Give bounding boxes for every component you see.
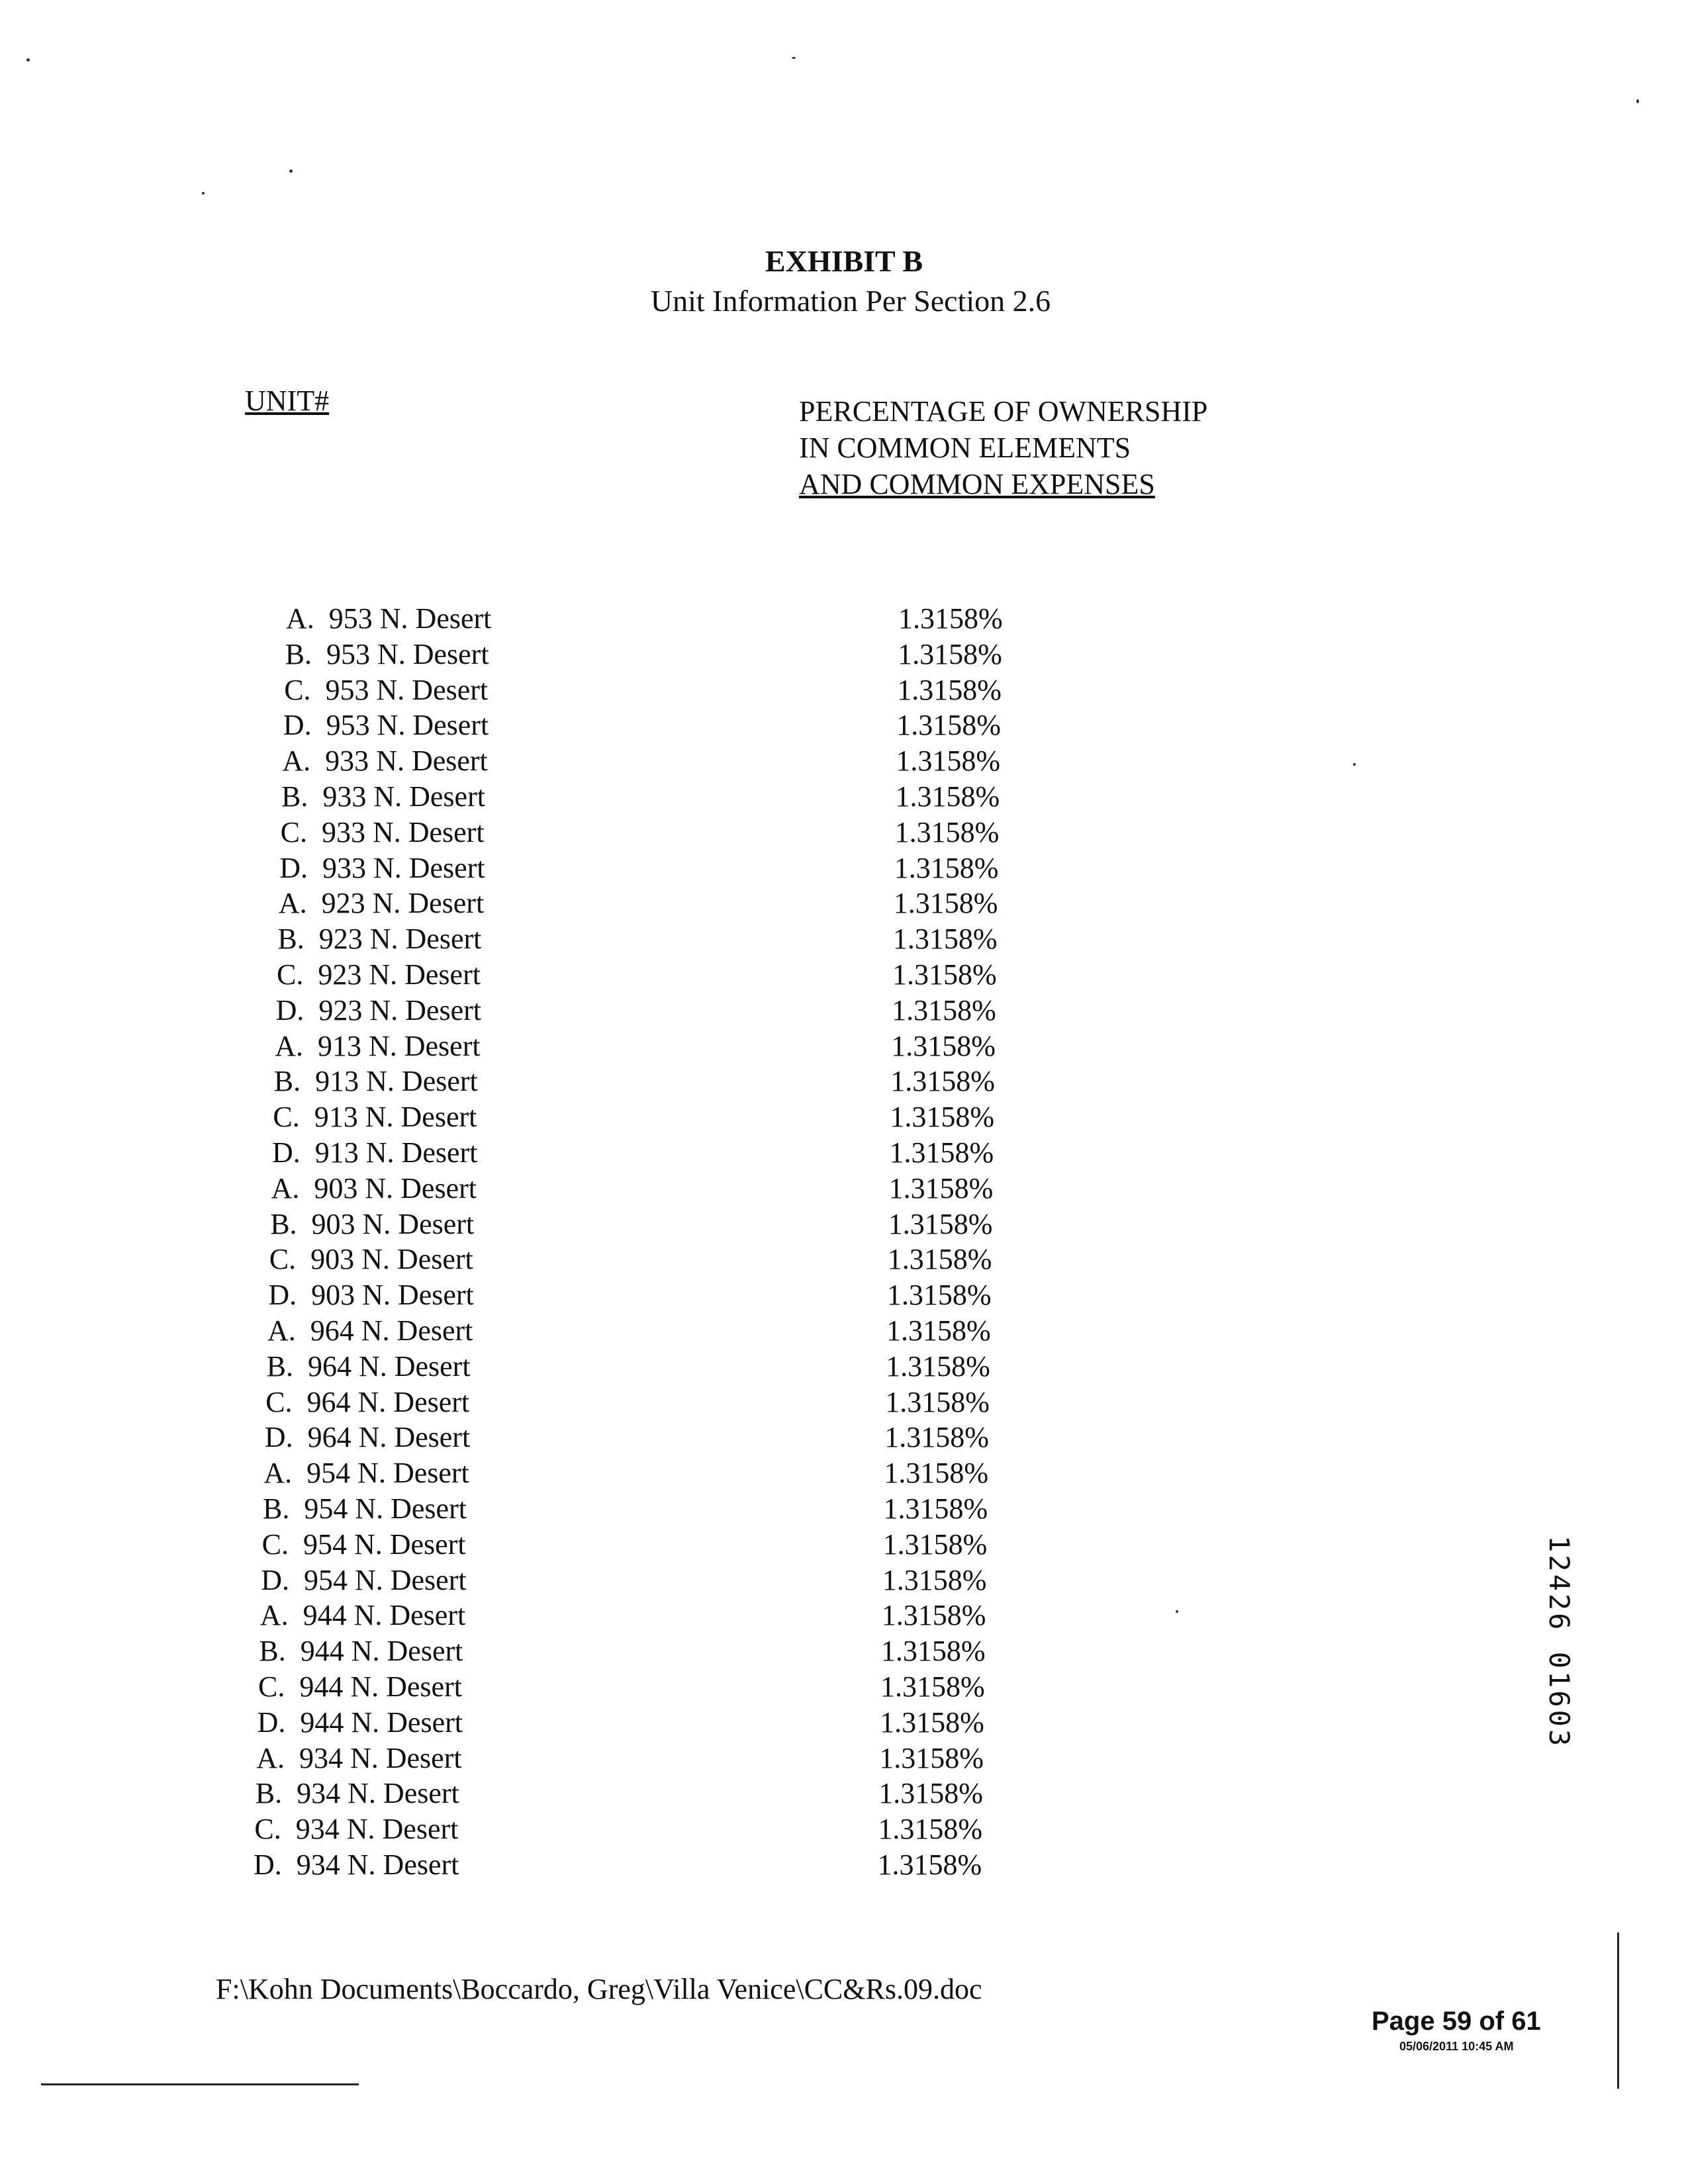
table-row — [0, 1741, 1688, 1776]
scan-speck — [289, 169, 293, 173]
ownership-percentage: 1.3158% — [888, 1171, 994, 1205]
unit-column-header: UNIT# — [245, 385, 330, 417]
unit-address: C. 913 N. Desert — [273, 1101, 477, 1134]
table-row — [0, 921, 1688, 957]
ownership-percentage: 1.3158% — [880, 1670, 985, 1703]
table-row — [0, 1277, 1688, 1313]
table-row — [0, 1527, 1688, 1563]
unit-address: C. 934 N. Desert — [254, 1813, 459, 1846]
percentage-column-header — [799, 393, 1207, 502]
scan-speck — [1353, 763, 1356, 766]
table-row — [0, 1242, 1688, 1277]
ownership-percentage: 1.3158% — [893, 887, 998, 920]
unit-address: C. 964 N. Desert — [265, 1385, 470, 1418]
percentage-header-line1: PERCENTAGE OF OWNERSHIP — [799, 395, 1208, 428]
unit-address: A. 964 N. Desert — [267, 1314, 473, 1347]
percentage-header-line3: AND COMMON EXPENSES — [799, 468, 1155, 500]
unit-address: D. 933 N. Desert — [279, 851, 485, 884]
table-row — [0, 1206, 1688, 1242]
table-row — [0, 886, 1688, 921]
table-row — [0, 1349, 1688, 1385]
unit-address: B. 933 N. Desert — [281, 780, 485, 813]
table-row — [0, 1811, 1688, 1847]
unit-address: A. 934 N. Desert — [256, 1741, 462, 1774]
unit-address: B. 944 N. Desert — [259, 1635, 463, 1668]
unit-address: C. 933 N. Desert — [280, 815, 485, 848]
unit-address: C. 944 N. Desert — [258, 1670, 462, 1703]
table-row — [0, 1385, 1688, 1420]
ownership-percentage: 1.3158% — [891, 1029, 996, 1062]
unit-address: B. 903 N. Desert — [270, 1207, 475, 1240]
ownership-percentage: 1.3158% — [892, 993, 996, 1026]
unit-address: D. 903 N. Desert — [268, 1279, 474, 1312]
recording-stamp — [1542, 1535, 1582, 1853]
footer-file-path: F:\Kohn Documents\Boccardo, Greg\Villa Venice\CC&Rs.09.doc — [216, 1973, 982, 2005]
table-row — [0, 1171, 1688, 1206]
table-row — [0, 707, 1688, 743]
ownership-percentage: 1.3158% — [894, 851, 999, 884]
ownership-percentage: 1.3158% — [879, 1741, 984, 1774]
unit-address: C. 953 N. Desert — [284, 673, 489, 706]
table-row — [0, 957, 1688, 993]
page-number: Page 59 of 61 — [1372, 2007, 1541, 2036]
unit-address: C. 903 N. Desert — [269, 1243, 473, 1276]
unit-address: B. 913 N. Desert — [273, 1065, 478, 1098]
table-row — [0, 637, 1688, 672]
ownership-percentage: 1.3158% — [881, 1599, 986, 1632]
ownership-percentage: 1.3158% — [878, 1777, 983, 1810]
exhibit-title: EXHIBIT B — [765, 244, 923, 278]
table-row — [0, 743, 1688, 779]
unit-address: D. 954 N. Desert — [261, 1563, 467, 1596]
ownership-percentage: 1.3158% — [885, 1385, 990, 1418]
table-row — [0, 1455, 1688, 1491]
right-rule — [1617, 1933, 1619, 2089]
table-row — [0, 993, 1688, 1028]
unit-address: D. 923 N. Desert — [275, 993, 481, 1026]
unit-address: D. 953 N. Desert — [283, 709, 489, 742]
print-timestamp: 05/06/2011 10:45 AM — [1399, 2040, 1514, 2053]
ownership-percentage: 1.3158% — [884, 1457, 989, 1490]
unit-address: A. 923 N. Desert — [278, 887, 485, 920]
table-row — [0, 1669, 1688, 1705]
exhibit-subtitle: Unit Information Per Section 2.6 — [650, 284, 1051, 318]
ownership-percentage: 1.3158% — [892, 923, 998, 956]
table-row — [0, 1135, 1688, 1171]
ownership-percentage: 1.3158% — [888, 1207, 993, 1240]
table-row — [0, 1313, 1688, 1349]
table-row — [0, 1563, 1688, 1598]
table-row — [0, 1598, 1688, 1633]
table-row — [0, 779, 1688, 815]
ownership-percentage: 1.3158% — [877, 1848, 982, 1881]
table-row — [0, 1847, 1688, 1883]
scan-speck — [26, 58, 30, 62]
unit-address: A. 954 N. Desert — [263, 1457, 469, 1490]
ownership-percentage: 1.3158% — [898, 637, 1002, 670]
unit-address: C. 954 N. Desert — [261, 1527, 466, 1561]
ownership-percentage: 1.3158% — [887, 1243, 992, 1276]
ownership-percentage: 1.3158% — [880, 1635, 986, 1668]
ownership-percentage: 1.3158% — [890, 1101, 995, 1134]
ownership-percentage: 1.3158% — [886, 1349, 990, 1383]
unit-address: D. 944 N. Desert — [257, 1706, 463, 1739]
unit-address: C. 923 N. Desert — [277, 958, 481, 991]
ownership-percentage: 1.3158% — [890, 1065, 995, 1098]
bottom-rule — [41, 2083, 359, 2085]
ownership-percentage: 1.3158% — [878, 1813, 983, 1846]
scan-speck — [202, 192, 205, 195]
table-row — [0, 1776, 1688, 1811]
table-row — [0, 1028, 1688, 1064]
ownership-percentage: 1.3158% — [889, 1136, 994, 1169]
table-row — [0, 672, 1688, 708]
ownership-percentage: 1.3158% — [886, 1314, 991, 1347]
ownership-percentage: 1.3158% — [882, 1563, 987, 1596]
unit-address: A. 953 N. Desert — [286, 602, 492, 635]
table-row — [0, 1064, 1688, 1099]
scan-speck — [792, 57, 796, 59]
unit-address: D. 964 N. Desert — [264, 1421, 471, 1454]
table-row — [0, 1420, 1688, 1455]
unit-address: B. 964 N. Desert — [266, 1349, 471, 1383]
table-row — [0, 850, 1688, 886]
ownership-percentage: 1.3158% — [884, 1421, 989, 1454]
unit-address: A. 944 N. Desert — [259, 1599, 466, 1632]
ownership-percentage: 1.3158% — [895, 780, 1000, 813]
unit-address: B. 953 N. Desert — [285, 637, 489, 670]
unit-address: A. 913 N. Desert — [275, 1029, 481, 1062]
unit-address: B. 954 N. Desert — [263, 1492, 467, 1525]
unit-address: B. 934 N. Desert — [255, 1777, 459, 1810]
unit-address: D. 913 N. Desert — [272, 1136, 478, 1169]
ownership-percentage: 1.3158% — [896, 745, 1001, 778]
ownership-percentage: 1.3158% — [892, 958, 997, 991]
table-row — [0, 815, 1688, 850]
ownership-percentage: 1.3158% — [894, 815, 1000, 848]
table-row — [0, 1705, 1688, 1741]
unit-address: A. 903 N. Desert — [271, 1171, 477, 1205]
unit-address: A. 933 N. Desert — [282, 745, 488, 778]
scan-speck — [1636, 99, 1639, 103]
ownership-percentage: 1.3158% — [880, 1706, 984, 1739]
unit-address: B. 923 N. Desert — [277, 923, 482, 956]
scan-speck — [1176, 1610, 1178, 1613]
table-row — [0, 601, 1688, 637]
table-row — [0, 1491, 1688, 1527]
ownership-percentage: 1.3158% — [883, 1492, 988, 1525]
ownership-percentage: 1.3158% — [886, 1279, 992, 1312]
percentage-header-line2: IN COMMON ELEMENTS — [799, 432, 1131, 464]
ownership-percentage: 1.3158% — [897, 673, 1002, 706]
unit-address: D. 934 N. Desert — [254, 1848, 459, 1881]
table-row — [0, 1633, 1688, 1669]
ownership-percentage: 1.3158% — [896, 709, 1001, 742]
ownership-percentage: 1.3158% — [898, 602, 1003, 635]
ownership-percentage: 1.3158% — [882, 1527, 988, 1561]
recording-stamp-text: 12426 01603 — [1543, 1535, 1575, 1749]
table-row — [0, 1099, 1688, 1135]
